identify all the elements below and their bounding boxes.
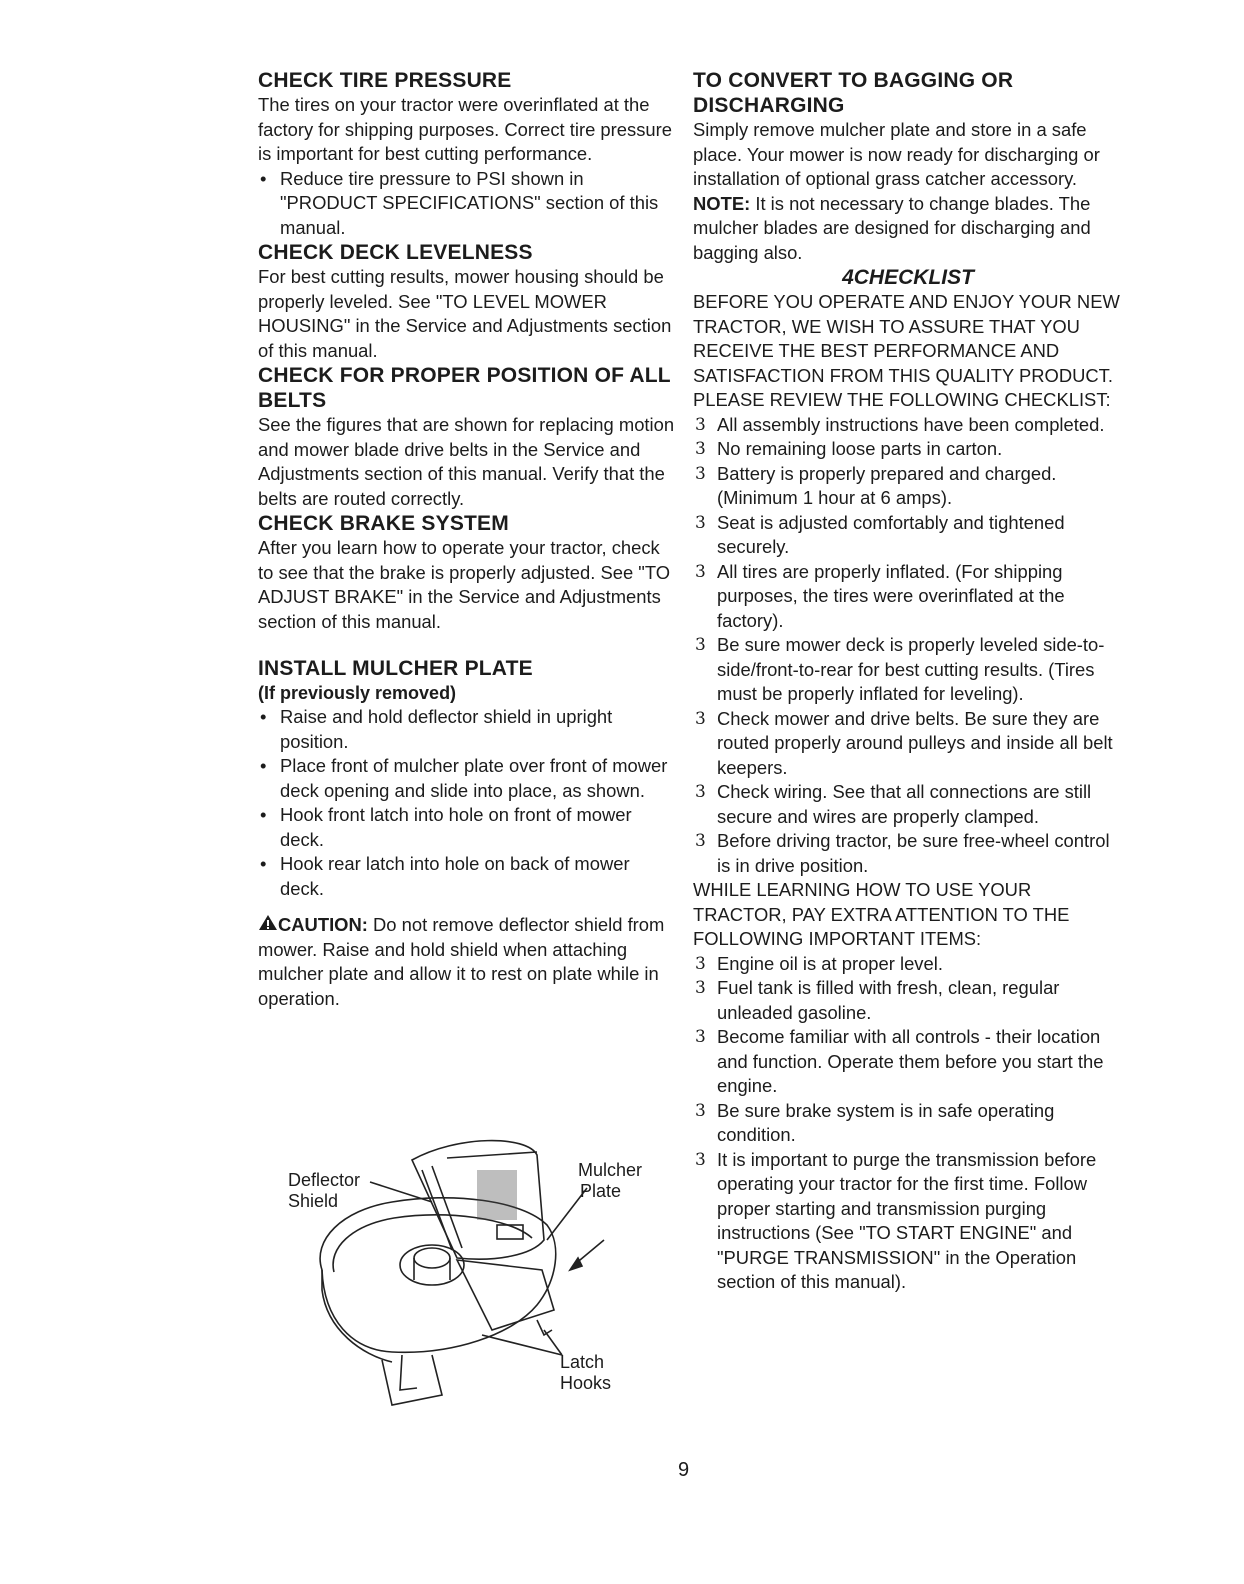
tire-pressure-heading: CHECK TIRE PRESSURE bbox=[258, 69, 512, 92]
list-item: 3 All assembly instructions have been completed. bbox=[693, 413, 1123, 438]
mulcher-plate-figure bbox=[282, 1130, 672, 1420]
figure-label-latch: Latch Hooks bbox=[560, 1352, 612, 1393]
caution-label: CAUTION: bbox=[278, 914, 368, 935]
figure-label-deflector: Deflector Shield bbox=[288, 1170, 361, 1211]
list-item: 3 Be sure brake system is in safe operating condition. bbox=[695, 1099, 1055, 1145]
note-text: It is not necessary to change blades. The mulcher blades are designed for discharging and bagging also. bbox=[693, 192, 1091, 263]
check-marker-icon: 3 bbox=[695, 782, 706, 802]
note-label: NOTE: bbox=[693, 192, 751, 214]
checklist-items bbox=[693, 413, 1123, 879]
list-item: 3 Check wiring. See that all connections are still secure and wires are properly clamped. bbox=[695, 781, 1092, 827]
check-marker-icon: 3 bbox=[695, 512, 706, 533]
mulcher-list bbox=[258, 705, 678, 901]
figure-label-mulcher: Mulcher Plate bbox=[578, 1160, 643, 1201]
page-number: 9 bbox=[678, 1459, 690, 1481]
list-item: 3 Engine oil is at proper level. bbox=[693, 952, 1123, 977]
belts-heading: CHECK FOR PROPER POSITION OF ALL BELTS bbox=[258, 364, 671, 412]
list-item: 3 Become familiar with all controls - their location and function. Operate them before you start the engine. bbox=[695, 1026, 1104, 1096]
checklist-title: 4CHECKLIST bbox=[842, 266, 974, 289]
brake-body: After you learn how to operate your tractor, check to see that the brake is properly adjusted. See "TO ADJUST BRAKE" in the Service and Adjustments section of this manual. bbox=[258, 537, 671, 632]
list-item: 3 Before driving tractor, be sure free-wheel control is in drive position. bbox=[695, 830, 1110, 876]
convert-body: Simply remove mulcher plate and store in a safe place. Your mower is now ready for discharging or installation of optional grass catcher accessory. bbox=[693, 119, 1100, 189]
check-marker-icon: 3 bbox=[695, 708, 706, 729]
deck-levelness-heading: CHECK DECK LEVELNESS bbox=[258, 241, 533, 264]
warning-triangle-icon bbox=[258, 913, 278, 938]
convert-note bbox=[693, 192, 1123, 266]
important-items bbox=[693, 952, 1123, 1295]
check-marker-icon: 3 bbox=[695, 463, 706, 484]
list-item: • Hook front latch into hole on front of mower deck. bbox=[260, 804, 632, 850]
right-column bbox=[693, 68, 1123, 1295]
check-marker-icon: 3 bbox=[695, 978, 706, 998]
list-item: 3 No remaining loose parts in carton. bbox=[693, 437, 1123, 462]
tire-pressure-list bbox=[258, 167, 678, 241]
list-item: • Place front of mulcher plate over front of mower deck opening and slide into place, as shown. bbox=[260, 755, 668, 801]
deck-levelness-body: For best cutting results, mower housing should be properly leveled. See "TO LEVEL MOWER HOUSING" in the Service and Adjustments section of this manual. bbox=[258, 266, 672, 361]
bullet-icon: • bbox=[260, 804, 267, 825]
list-item: • Raise and hold deflector shield in upright position. bbox=[260, 706, 613, 752]
left-column bbox=[258, 68, 678, 1011]
convert-heading: TO CONVERT TO BAGGING OR DISCHARGING bbox=[693, 69, 1014, 117]
check-marker-icon: 3 bbox=[695, 1027, 706, 1047]
list-item: • Reduce tire pressure to PSI shown in "PRODUCT SPECIFICATIONS" section of this manual. bbox=[260, 167, 659, 238]
check-marker-icon: 3 bbox=[695, 831, 706, 851]
mulcher-subheading: (If previously removed) bbox=[258, 683, 457, 703]
check-marker-icon: 3 bbox=[695, 1149, 706, 1170]
checklist-intro: BEFORE YOU OPERATE AND ENJOY YOUR NEW TRACTOR, WE WISH TO ASSURE THAT YOU RECEIVE THE BEST PERFORMANCE AND SATISFACTION FROM THIS QUALITY PRODUCT. PLEASE REVIEW THE FOLLOWING CHECKLIST: bbox=[693, 291, 1120, 410]
caution-text: Do not remove deflector shield from mower. Raise and hold shield when attaching mulcher plate and allow it to rest on plate while in operation. bbox=[258, 914, 665, 1009]
learning-intro: WHILE LEARNING HOW TO USE YOUR TRACTOR, PAY EXTRA ATTENTION TO THE FOLLOWING IMPORTANT ITEMS: bbox=[693, 879, 1070, 949]
check-marker-icon: 3 bbox=[695, 561, 706, 582]
check-marker-icon: 3 bbox=[695, 414, 706, 435]
check-marker-icon: 3 bbox=[695, 439, 706, 459]
mulcher-heading: INSTALL MULCHER PLATE bbox=[258, 657, 533, 680]
brake-heading: CHECK BRAKE SYSTEM bbox=[258, 512, 509, 535]
belts-body: See the figures that are shown for replacing motion and mower blade drive belts in the Service and Adjustments section of this manual. Verify that the belts are routed correctly. bbox=[258, 414, 675, 509]
list-item: 3 Be sure mower deck is properly leveled side-to-side/front-to-rear for best cutting results. (Tires must be properly inflated for leveling). bbox=[695, 634, 1105, 704]
bullet-icon: • bbox=[260, 167, 267, 189]
tire-pressure-body: The tires on your tractor were overinflated at the factory for shipping purposes. Correct tire pressure is important for best cutting performance. bbox=[258, 94, 672, 164]
check-marker-icon: 3 bbox=[695, 635, 706, 655]
bullet-icon: • bbox=[260, 755, 267, 776]
list-item: • Hook rear latch into hole on back of mower deck. bbox=[260, 853, 630, 899]
list-item: 3 Seat is adjusted comfortably and tightened securely. bbox=[695, 511, 1065, 557]
check-marker-icon: 3 bbox=[695, 1100, 706, 1121]
list-item: 3 All tires are properly inflated. (For shipping purposes, the tires were overinflated at the factory). bbox=[695, 560, 1065, 631]
bullet-icon: • bbox=[260, 706, 267, 727]
bullet-icon: • bbox=[260, 853, 267, 874]
list-item: 3 Check mower and drive belts. Be sure they are routed properly around pulleys and inside all belt keepers. bbox=[695, 707, 1113, 778]
list-item: 3 It is important to purge the transmission before operating your tractor for the first time. Follow proper starting and transmission purging instructions (See "TO START ENGINE" and "PURGE TRANSMISSION" in the Operation section of this manual). bbox=[695, 1148, 1097, 1292]
list-item: 3 Battery is properly prepared and charged. (Minimum 1 hour at 6 amps). bbox=[695, 462, 1057, 508]
list-item: 3 Fuel tank is filled with fresh, clean, regular unleaded gasoline. bbox=[695, 977, 1060, 1023]
check-marker-icon: 3 bbox=[695, 953, 706, 974]
caution-block bbox=[258, 913, 678, 1011]
